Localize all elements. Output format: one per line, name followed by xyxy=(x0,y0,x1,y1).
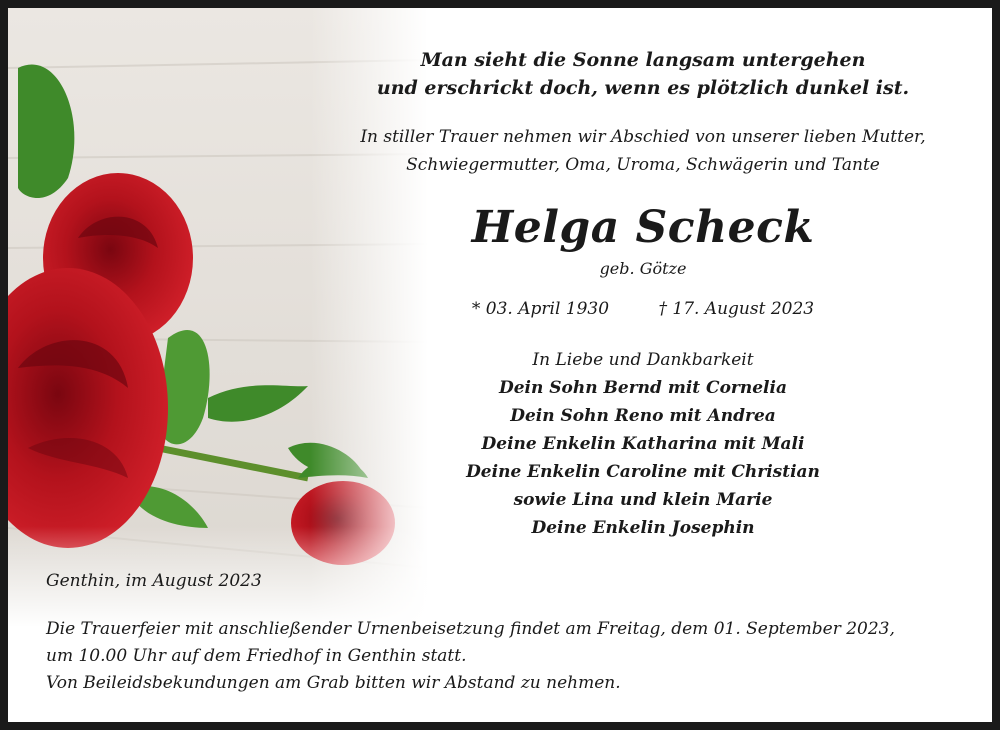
family-member: Dein Sohn Reno mit Andrea xyxy=(510,406,776,426)
birth-date: * 03. April 1930 xyxy=(471,299,610,319)
notice-line-2: um 10.00 Uhr auf dem Friedhof in Genthin statt. xyxy=(46,646,467,666)
family-member: Deine Enkelin Caroline mit Christian xyxy=(466,462,820,482)
life-dates xyxy=(323,296,963,322)
birth-name: geb. Götze xyxy=(599,259,687,278)
family-member: Dein Sohn Bernd mit Cornelia xyxy=(498,378,787,398)
quote-line-1: Man sieht die Sonne langsam untergehen xyxy=(420,49,866,71)
notice-line-3: Von Beileidsbekundungen am Grab bitten wir Abstand zu nehmen. xyxy=(46,673,621,693)
intro-line-2: Schwiegermutter, Oma, Uroma, Schwägerin und Tante xyxy=(406,155,880,175)
notice-line-1: Die Trauerfeier mit anschließender Urnenbeisetzung findet am Freitag, dem 01. September 2023, xyxy=(46,619,895,639)
place-date: Genthin, im August 2023 xyxy=(46,571,262,591)
deceased-name: Helga Scheck xyxy=(471,202,815,253)
family-member: Deine Enkelin Josephin xyxy=(531,518,755,538)
family-member: sowie Lina und klein Marie xyxy=(513,490,773,510)
quote-line-2: und erschrickt doch, wenn es plötzlich dunkel ist. xyxy=(376,77,910,99)
funeral-notice xyxy=(46,616,976,697)
family-member: Deine Enkelin Katharina mit Mali xyxy=(481,434,805,454)
intro-text xyxy=(323,123,963,179)
quote xyxy=(323,46,963,102)
death-date: † 17. August 2023 xyxy=(658,299,815,319)
family-list xyxy=(323,346,963,542)
intro-line-1: In stiller Trauer nehmen wir Abschied von unserer lieben Mutter, xyxy=(360,127,926,147)
family-lead: In Liebe und Dankbarkeit xyxy=(532,350,754,370)
